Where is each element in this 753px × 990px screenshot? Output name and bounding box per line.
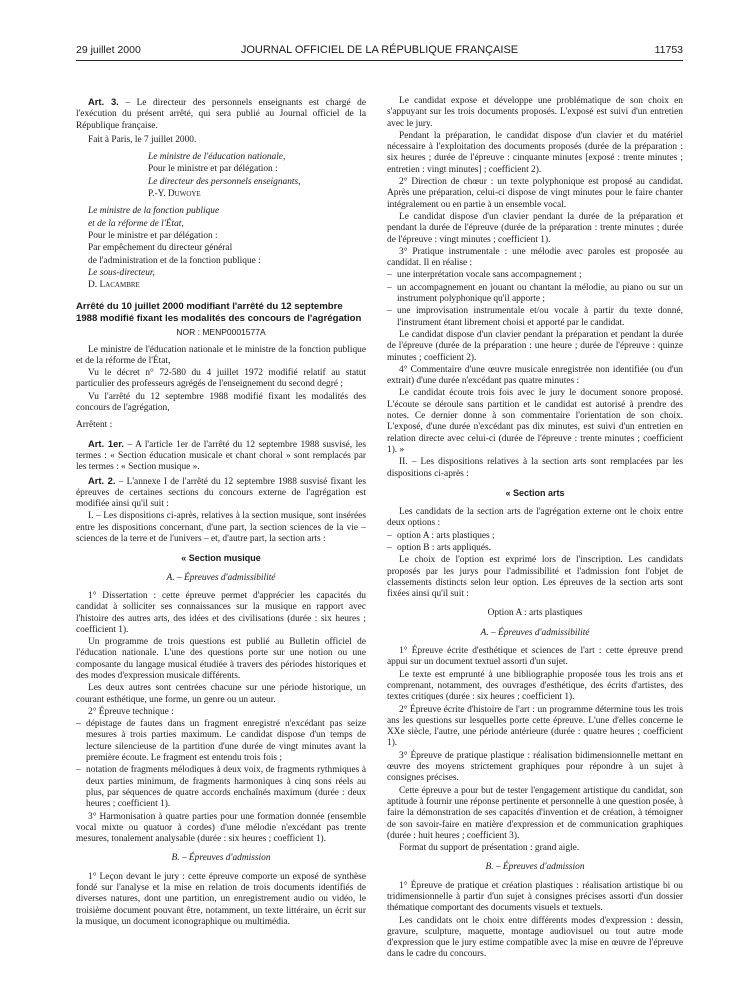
paragraph: Vu l'arrêté du 12 septembre 1988 modifié fixant les modalités des concours de l'agrégation, xyxy=(76,391,366,414)
subheading-admissibilite: A. – Épreuves d'admissibilité xyxy=(480,627,590,638)
subheading-admission: B. – Épreuves d'admission xyxy=(485,862,585,873)
paragraph: Format du support de présentation : grand aigle. xyxy=(399,843,580,854)
paragraph: I. – Les dispositions ci-après, relatives à la section musique, sont insérées entre les dispositions concernant, d'une part, la section sciences de la vie – sciences de la terre et de l'univers – et, d'autre part, la section arts : xyxy=(76,511,366,545)
article-1: Art. 1er. – A l'article 1er de l'arrêté du 12 septembre 1988 susvisé, les termes : « Section éducation musicale et chant choral » sont remplacés par les termes : « Section musique ». xyxy=(76,437,366,473)
list-item: – notation de fragments mélodiques à deux voix, de fragments rythmiques à deux parties minimum, de fragments harmoniques à cinq sons réels au plus, par séquences de quatre accords enchaînés maximum (durée : deux heures ; coefficient 1). xyxy=(76,765,366,810)
list-item: – option A : arts plastiques ; xyxy=(387,531,683,542)
list-item: – une improvisation instrumentale et/ou vocale à partir du texte donné, l'instrument étant librement choisi et apporté par le candidat. xyxy=(387,306,683,329)
page-header xyxy=(76,44,683,60)
paragraph: Le candidat écoute trois fois avec le jury le document sonore proposé. L'écoute se déroule sans partition et le candidat est autorisé à prendre des notes. Ce dernier donne à son commentaire l'orientation de son choix. L'exposé, d'une durée n'excédant pas dix minutes, est suivi d'un entretien en relation directe avec celui-ci (durée de l'épreuve : trente minutes ; coefficient 1). » xyxy=(387,388,683,455)
paragraph: 1° Leçon devant le jury : cette épreuve comporte un exposé de synthèse fondé sur l'analyse et la mise en relation de trois documents identifiés de diverses natures, dont une partition, un enregistrement audio ou vidéo, le troisième document pouvant être, notamment, un texte littéraire, un écrit sur la musique, un document iconographique ou multimédia. xyxy=(76,871,366,927)
left-column xyxy=(76,96,366,929)
paragraph: 3° Épreuve de pratique plastique : réalisation bidimensionnelle mettant en œuvre des moyens strictement graphiques pour répondre à un sujet à consignes précises. xyxy=(387,750,683,784)
paragraph: Vu le décret n° 72-580 du 4 juillet 1972 modifié relatif au statut particulier des professeurs agrégés de l'enseignement du second degré ; xyxy=(76,368,366,390)
option-a-heading: Option A : arts plastiques xyxy=(487,608,583,619)
subheading-admission: B. – Épreuves d'admission xyxy=(171,853,271,864)
signature-block-2: Le ministre de la fonction publique et de la réforme de l'État, Pour le ministre et par délégation : Par empêchement du directeur général de l'administration et de la fonction publique : Le sous-directeur, D. Lacambre xyxy=(88,206,261,291)
right-column xyxy=(387,96,683,962)
paragraph: 1° Épreuve de pratique et création plastiques : réalisation artistique bi ou tridimensionnelle à partir d'un sujet à consignes précises assorti d'un dossier thématique comportant des documents visuels et textuels. xyxy=(387,880,683,914)
paragraph: Les candidats ont le choix entre différents modes d'expression : dessin, gravure, sculpture, maquette, montage audiovisuel ou tout autre mode d'expression que le jury estime compatible avec la mise en œuvre de l'épreuve dans le cadre du concours. xyxy=(387,915,683,960)
header-rule xyxy=(76,60,683,61)
paragraph: Un programme de trois questions est publié au Bulletin officiel de l'éducation nationale. L'une des questions porte sur une notion ou une composante du langage musical étudiée à travers des périodes historiques et des modes d'expression musicale différents. xyxy=(76,637,366,681)
article-3: Art. 3. – Le directeur des personnels enseignants est chargé de l'exécution du présent arrêté, qui sera publié au Journal officiel de la République française. xyxy=(76,96,366,131)
header-page-number: 11753 xyxy=(654,44,683,56)
article-2: Art. 2. – L'annexe I de l'arrêté du 12 septembre 1988 susvisé fixant les épreuves de certaines sections du concours externe de l'agrégation est modifiée ainsi qu'il suit : xyxy=(76,474,366,510)
paragraph: 1° Dissertation : cette épreuve permet d'apprécier les capacités du candidat à solliciter ses connaissances sur la musique en rapport avec l'histoire des autres arts, des idées et des civilisations (durée : six heures ; coefficient 1). xyxy=(76,590,366,635)
arretent: Arrêtent : xyxy=(76,420,113,431)
paragraph: Cette épreuve a pour but de tester l'engagement artistique du candidat, son aptitude à fournir une réponse pertinente et personnelle à une question posée, à faire la démonstration de ses capacités d'invention et de création, à témoigner de son savoir-faire en matière d'expression et de communication graphiques (durée : huit heures ; coefficient 3). xyxy=(387,785,683,841)
paragraph: Le candidat expose et développe une problématique de son choix en s'appuyant sur les trois documents proposés. L'exposé est suivi d'un entretien avec le jury. xyxy=(387,96,683,129)
subheading-admissibilite: A. – Épreuves d'admissibilité xyxy=(166,572,276,583)
list-item: – une interprétation vocale sans accompagnement ; xyxy=(387,270,683,281)
paragraph: Le texte est emprunté à une bibliographie proposée tous les trois ans et comprenant, notamment, des ouvrages d'esthétique, des écrits d'artistes, des textes critiques (durée : six heures ; coefficient 1). xyxy=(387,669,683,703)
paragraph: 2° Épreuve écrite d'histoire de l'art : un programme détermine tous les trois ans les questions sur lesquelles porte cette épreuve. L'une d'elles concerne le XXe siècle, l'autre, une période antérieure (durée : quatre heures ; coefficient 1). xyxy=(387,704,683,749)
paragraph: Pendant la préparation, le candidat dispose d'un clavier et du matériel nécessaire à l'exploitation des documents proposés (durée de la préparation : six heures ; durée de l'épreuve : cinquante minutes [exposé : trente minutes ; entretien : vingt minutes] ; coefficient 2). xyxy=(387,130,683,175)
signature-block-1: Le ministre de l'éducation nationale, Pour le ministre et par délégation : Le directeur des personnels enseignants, P.-Y. Duwoye xyxy=(148,152,301,200)
paragraph: Le candidat dispose d'un clavier pendant la préparation et pendant la durée de l'épreuve (durée de la préparation : une heure ; durée de l'épreuve : quinze minutes ; coefficient 2). xyxy=(387,329,683,363)
list-item: – option B : arts appliqués. xyxy=(387,543,683,554)
paragraph: 2° Épreuve technique : xyxy=(88,706,174,717)
paragraph: 1° Épreuve écrite d'esthétique et sciences de l'art : cette épreuve prend appui sur un document textuel assorti d'un sujet. xyxy=(387,646,683,668)
header-date: 29 juillet 2000 xyxy=(76,44,141,56)
paragraph: Le ministre de l'éducation nationale et le ministre de la fonction publique et de la réforme de l'État, xyxy=(76,344,366,366)
paragraph: 3° Harmonisation à quatre parties pour une formation donnée (ensemble vocal mixte ou quatuor à cordes) d'une mélodie n'excédant pas trente mesures, tonalement analysable (durée : six heures ; coefficient 1). xyxy=(76,811,366,845)
paragraph: Les deux autres sont centrées chacune sur une période historique, un courant esthétique, une forme, un genre ou un auteur. xyxy=(76,683,366,705)
paragraph: 3° Pratique instrumentale : une mélodie avec paroles est proposée au candidat. Il en réalise : xyxy=(387,246,683,269)
section-heading-musique: « Section musique xyxy=(181,553,261,564)
list-item: – dépistage de fautes dans un fragment enregistré n'excédant pas seize mesures à trois parties maximum. Le candidat dispose d'un temps de lecture silencieuse de la partition d'une durée de vingt minutes avant la première écoute. Le fragment est entendu trois fois ; xyxy=(76,719,366,764)
paragraph: 4° Commentaire d'une œuvre musicale enregistrée non identifiée (ou d'un extrait) d'une durée n'excédant pas quatre minutes : xyxy=(387,364,683,387)
paragraph: II. – Les dispositions relatives à la section arts sont remplacées par les dispositions ci-après : xyxy=(387,457,683,479)
paragraph: Le candidat dispose d'un clavier pendant la durée de la préparation et pendant la durée de l'épreuve (durée de la préparation : trente minutes ; durée de l'épreuve : vingt minutes ; coefficient 1). xyxy=(387,211,683,245)
nor-reference: NOR : MENP0001577A xyxy=(176,327,266,338)
done-at: Fait à Paris, le 7 juillet 2000. xyxy=(88,134,197,145)
header-title: JOURNAL OFFICIEL DE LA RÉPUBLIQUE FRANÇAISE xyxy=(240,44,519,56)
section-heading-arts: « Section arts xyxy=(505,487,565,498)
paragraph: Le choix de l'option est exprimé lors de l'inscription. Les candidats proposés par les jurys pour l'admissibilité et l'admission font l'objet de classements distincts selon leur option. Les épreuves de la section arts sont fixées ainsi qu'il suit : xyxy=(387,555,683,600)
paragraph: 2° Direction de chœur : un texte polyphonique est proposé au candidat. Après une préparation, celui-ci dispose de vingt minutes pour le faire chanter intégralement ou en partie à un ensemble vocal. xyxy=(387,177,683,210)
decree-title: Arrêté du 10 juillet 2000 modifiant l'arrêté du 12 septembre 1988 modifié fixant les modalités des concours de l'agrégation xyxy=(76,301,362,324)
list-item: – un accompagnement en jouant ou chantant la mélodie, au piano ou sur un instrument polyphonique qu'il apporte ; xyxy=(387,283,683,306)
paragraph: Les candidats de la section arts de l'agrégation externe ont le choix entre deux options : xyxy=(387,507,683,529)
